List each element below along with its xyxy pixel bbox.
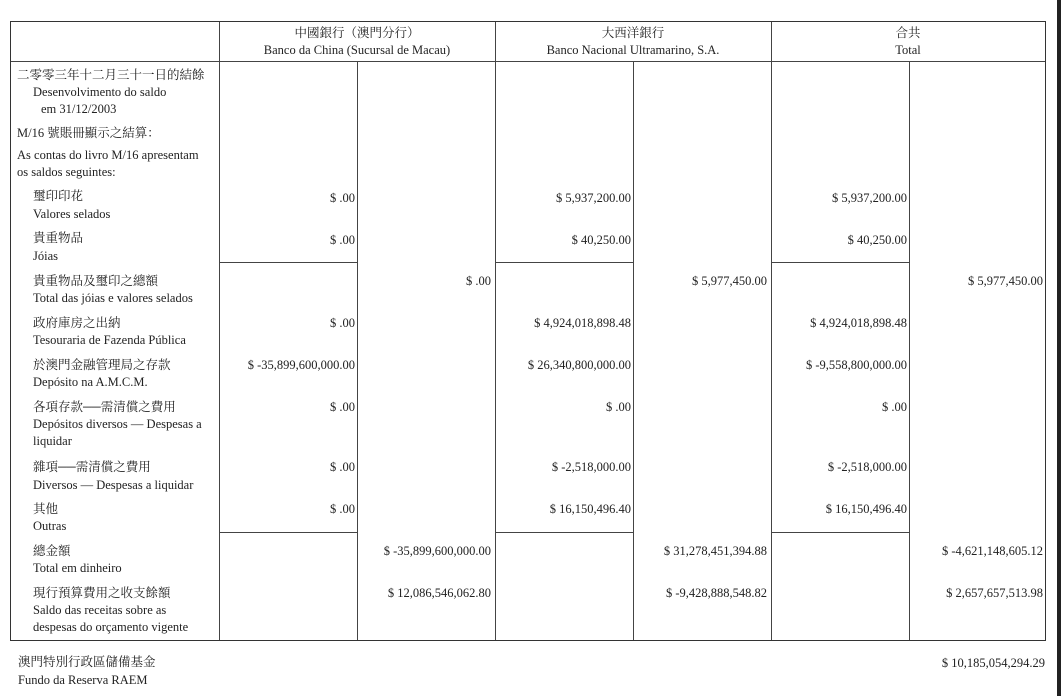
row-saldo-bnu: $ -9,428,888,548.82 (665, 586, 767, 600)
balance-table (10, 21, 1046, 641)
header-china-zh: 中國銀行（澳門分行） (294, 26, 420, 40)
row-joias-pt: Jóias (33, 249, 58, 263)
row-joias-china: $ .00 (330, 233, 355, 247)
row-amcm-zh: 於澳門金融管理局之存款 (33, 358, 171, 372)
row-amcm-china: $ -35,899,600,000.00 (247, 358, 355, 372)
row-amcm-pt: Depósito na A.M.C.M. (33, 375, 148, 389)
header-bnu-pt: Banco Nacional Ultramarino, S.A. (546, 43, 720, 57)
row-total-joias-china: $ .00 (466, 274, 491, 288)
row-dinheiro-pt: Total em dinheiro (33, 561, 122, 575)
row-dinheiro-zh: 總金額 (33, 544, 71, 558)
row-tesouraria-total: $ 4,924,018,898.48 (810, 316, 907, 330)
col-sep-labels (219, 22, 220, 640)
intro-line-2: Desenvolvimento do saldo (33, 85, 167, 99)
row-joias-zh: 貴重物品 (33, 231, 84, 245)
intro-line-1: 二零零三年十二月三十一日的結餘 (17, 68, 205, 82)
row-saldo-total: $ 2,657,657,513.98 (946, 586, 1043, 600)
row-joias-total: $ 40,250.00 (847, 233, 907, 247)
row-total-joias-pt: Total das jóias e valores selados (33, 291, 193, 305)
intro-line-5: As contas do livro M/16 apresentam (17, 148, 199, 162)
row-depositos-pt-1: Depósitos diversos — Despesas a (33, 417, 202, 431)
header-total-pt: Total (895, 43, 921, 57)
fundo-value: $ 10,185,054,294.29 (941, 656, 1045, 670)
row-tesouraria-pt: Tesouraria de Fazenda Pública (33, 333, 186, 347)
row-diversos-zh: 雜項──需清償之費用 (33, 460, 151, 474)
row-tesouraria-china: $ .00 (330, 316, 355, 330)
intro-line-4: M/16 號賬冊顯示之結算： (17, 126, 160, 140)
row-total-joias-bnu: $ 5,977,450.00 (692, 274, 767, 288)
header-china-pt: Banco da China (Sucursal de Macau) (263, 43, 451, 57)
row-total-joias-zh: 貴重物品及璽印之總額 (33, 274, 159, 288)
row-tesouraria-bnu: $ 4,924,018,898.48 (534, 316, 631, 330)
row-depositos-china: $ .00 (330, 400, 355, 414)
row-selados-total: $ 5,937,200.00 (832, 191, 907, 205)
row-depositos-total: $ .00 (882, 400, 907, 414)
row-selados-zh: 璽印印花 (33, 189, 84, 203)
row-diversos-china: $ .00 (330, 460, 355, 474)
header-total-zh: 合共 (895, 26, 921, 40)
intro-line-6: os saldos seguintes: (17, 165, 116, 179)
row-joias-bnu: $ 40,250.00 (571, 233, 631, 247)
row-outras-pt: Outras (33, 519, 67, 533)
row-saldo-zh: 現行預算費用之收支餘額 (33, 586, 171, 600)
fundo-zh: 澳門特別行政區儲備基金 (18, 655, 156, 669)
col-sep-china-inner (357, 61, 358, 640)
header-total (771, 25, 1045, 59)
col-sep-total-inner (909, 61, 910, 640)
row-outras-bnu: $ 16,150,496.40 (549, 502, 631, 516)
row-saldo-pt-2: despesas do orçamento vigente (33, 620, 189, 634)
subtotal-line-bnu-2 (495, 532, 633, 533)
row-dinheiro-china: $ -35,899,600,000.00 (383, 544, 491, 558)
row-tesouraria-zh: 政府庫房之出納 (33, 316, 121, 330)
intro-line-3: em 31/12/2003 (41, 102, 117, 116)
row-saldo-china: $ 12,086,546,062.80 (387, 586, 491, 600)
row-dinheiro-bnu: $ 31,278,451,394.88 (663, 544, 767, 558)
row-depositos-pt-2: liquidar (33, 434, 72, 448)
row-selados-bnu: $ 5,937,200.00 (556, 191, 631, 205)
header-bnu (495, 25, 771, 59)
header-bnu-zh: 大西洋銀行 (601, 26, 665, 40)
row-amcm-bnu: $ 26,340,800,000.00 (527, 358, 631, 372)
row-outras-china: $ .00 (330, 502, 355, 516)
col-sep-bnu-inner (633, 61, 634, 640)
row-amcm-total: $ -9,558,800,000.00 (805, 358, 907, 372)
row-depositos-zh: 各項存款──需清償之費用 (33, 400, 176, 414)
row-saldo-pt-1: Saldo das receitas sobre as (33, 603, 167, 617)
row-total-joias-total: $ 5,977,450.00 (968, 274, 1043, 288)
subtotal-line-total-1 (771, 262, 909, 263)
header-china (219, 25, 495, 59)
row-outras-zh: 其他 (33, 502, 59, 516)
subtotal-line-china-2 (219, 532, 357, 533)
row-diversos-total: $ -2,518,000.00 (827, 460, 907, 474)
row-outras-total: $ 16,150,496.40 (825, 502, 907, 516)
row-diversos-pt: Diversos — Despesas a liquidar (33, 478, 194, 492)
col-sep-bnu (771, 22, 772, 640)
col-sep-china (495, 22, 496, 640)
header-divider (11, 61, 1045, 62)
row-diversos-bnu: $ -2,518,000.00 (551, 460, 631, 474)
row-dinheiro-total: $ -4,621,148,605.12 (941, 544, 1043, 558)
row-selados-china: $ .00 (330, 191, 355, 205)
subtotal-line-bnu-1 (495, 262, 633, 263)
row-selados-pt: Valores selados (33, 207, 111, 221)
row-depositos-bnu: $ .00 (606, 400, 631, 414)
page-edge (1057, 0, 1061, 696)
subtotal-line-total-2 (771, 532, 909, 533)
fundo-pt: Fundo da Reserva RAEM (18, 673, 148, 687)
subtotal-line-china-1 (219, 262, 357, 263)
